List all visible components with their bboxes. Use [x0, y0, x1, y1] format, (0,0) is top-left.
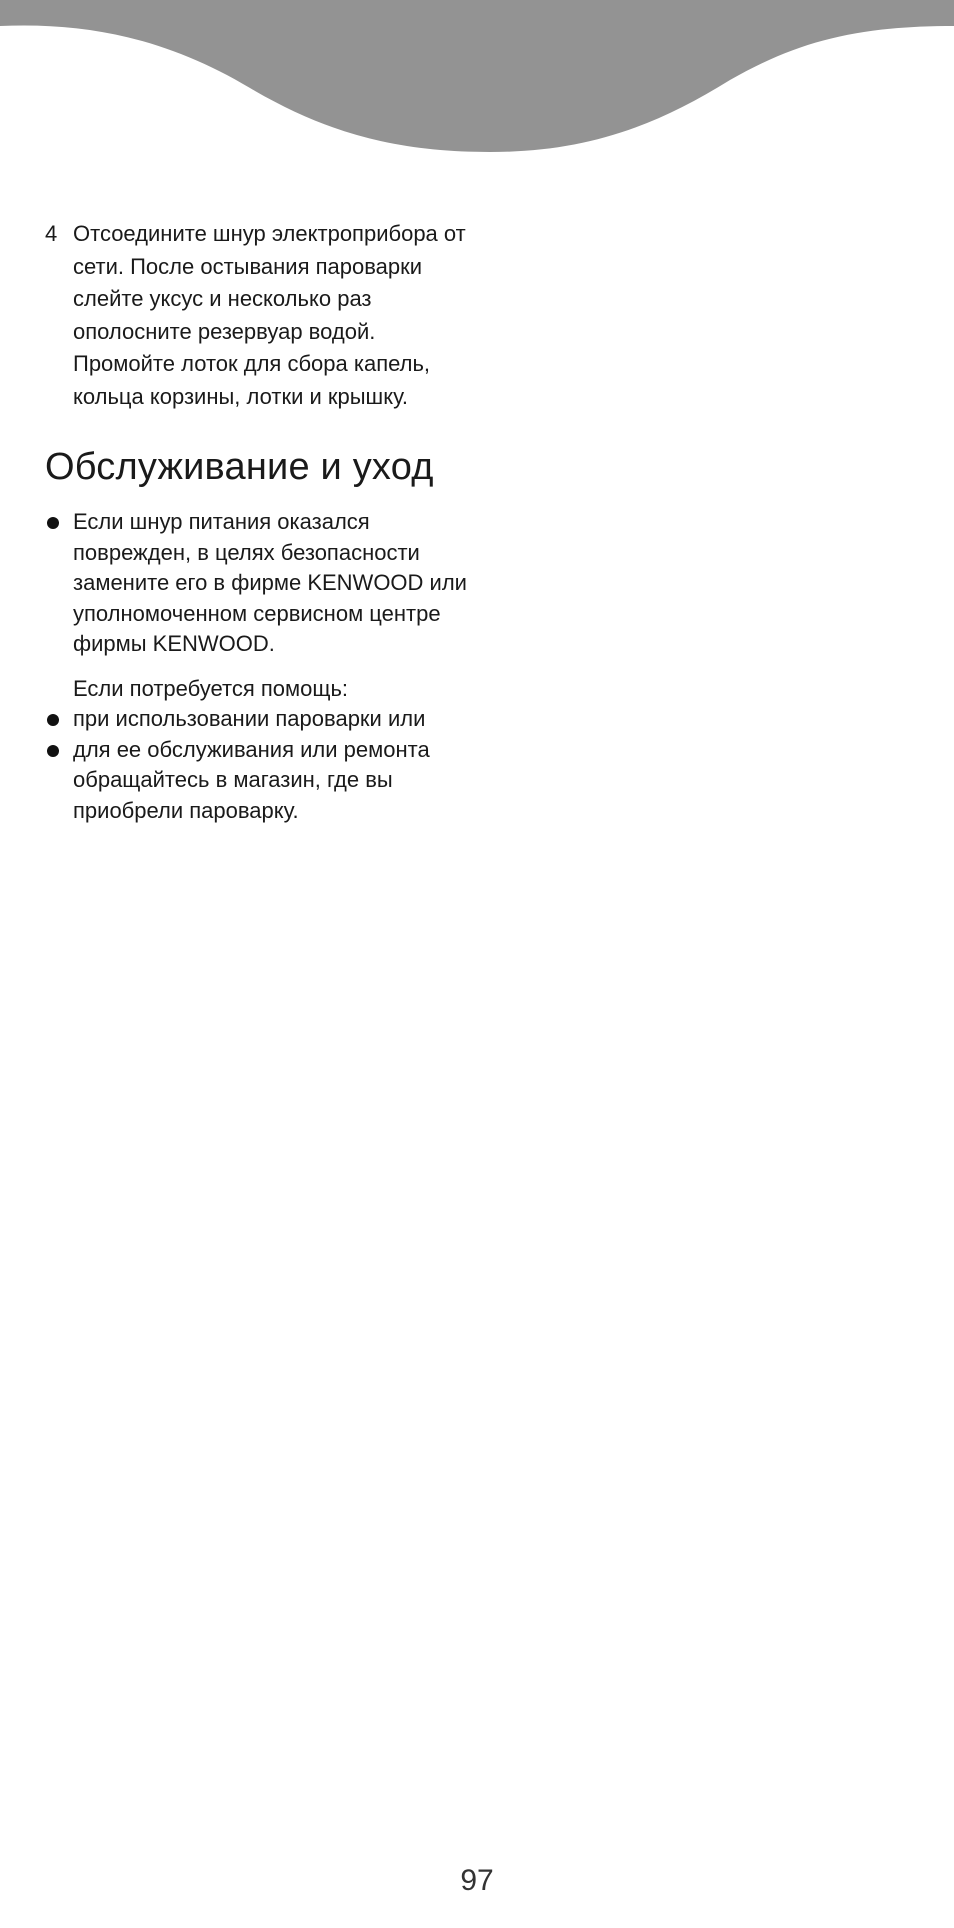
section-title: Обслуживание и уход: [45, 446, 434, 488]
step-number: 4: [45, 221, 58, 246]
bullet-icon: [45, 735, 73, 766]
help-item-text: при использовании пароварки или: [73, 706, 426, 731]
manual-content: [45, 218, 475, 826]
page-number: 97: [460, 1864, 494, 1897]
header-wave-shape: [0, 0, 954, 152]
list-item: [45, 704, 475, 735]
help-item-text: для ее обслуживания или ремонта: [73, 736, 430, 762]
list-item: [45, 735, 475, 766]
closing-text: обращайтесь в магазин, где вы приобрели пароварку.: [73, 767, 393, 823]
list-item: [45, 507, 475, 660]
care-list: [45, 507, 475, 826]
care-item-text: Если шнур питания оказался поврежден, в целях безопасности замените его в фирме KENWOOD или уполномоченном сервисном центре фирмы KENWOOD.: [73, 509, 467, 656]
step-4: [45, 218, 475, 413]
bullet-icon: [45, 507, 73, 660]
help-intro: Если потребуется помощь:: [73, 675, 349, 701]
step-text: Отсоедините шнур электроприбора от сети. После остывания пароварки слейте уксус и несколько раз ополосните резервуар водой. Промойте лоток для сбора капель, кольца корзины, лотки и крышку.: [73, 221, 466, 409]
bullet-icon: [45, 704, 73, 735]
header-wave-decoration: [0, 0, 954, 160]
